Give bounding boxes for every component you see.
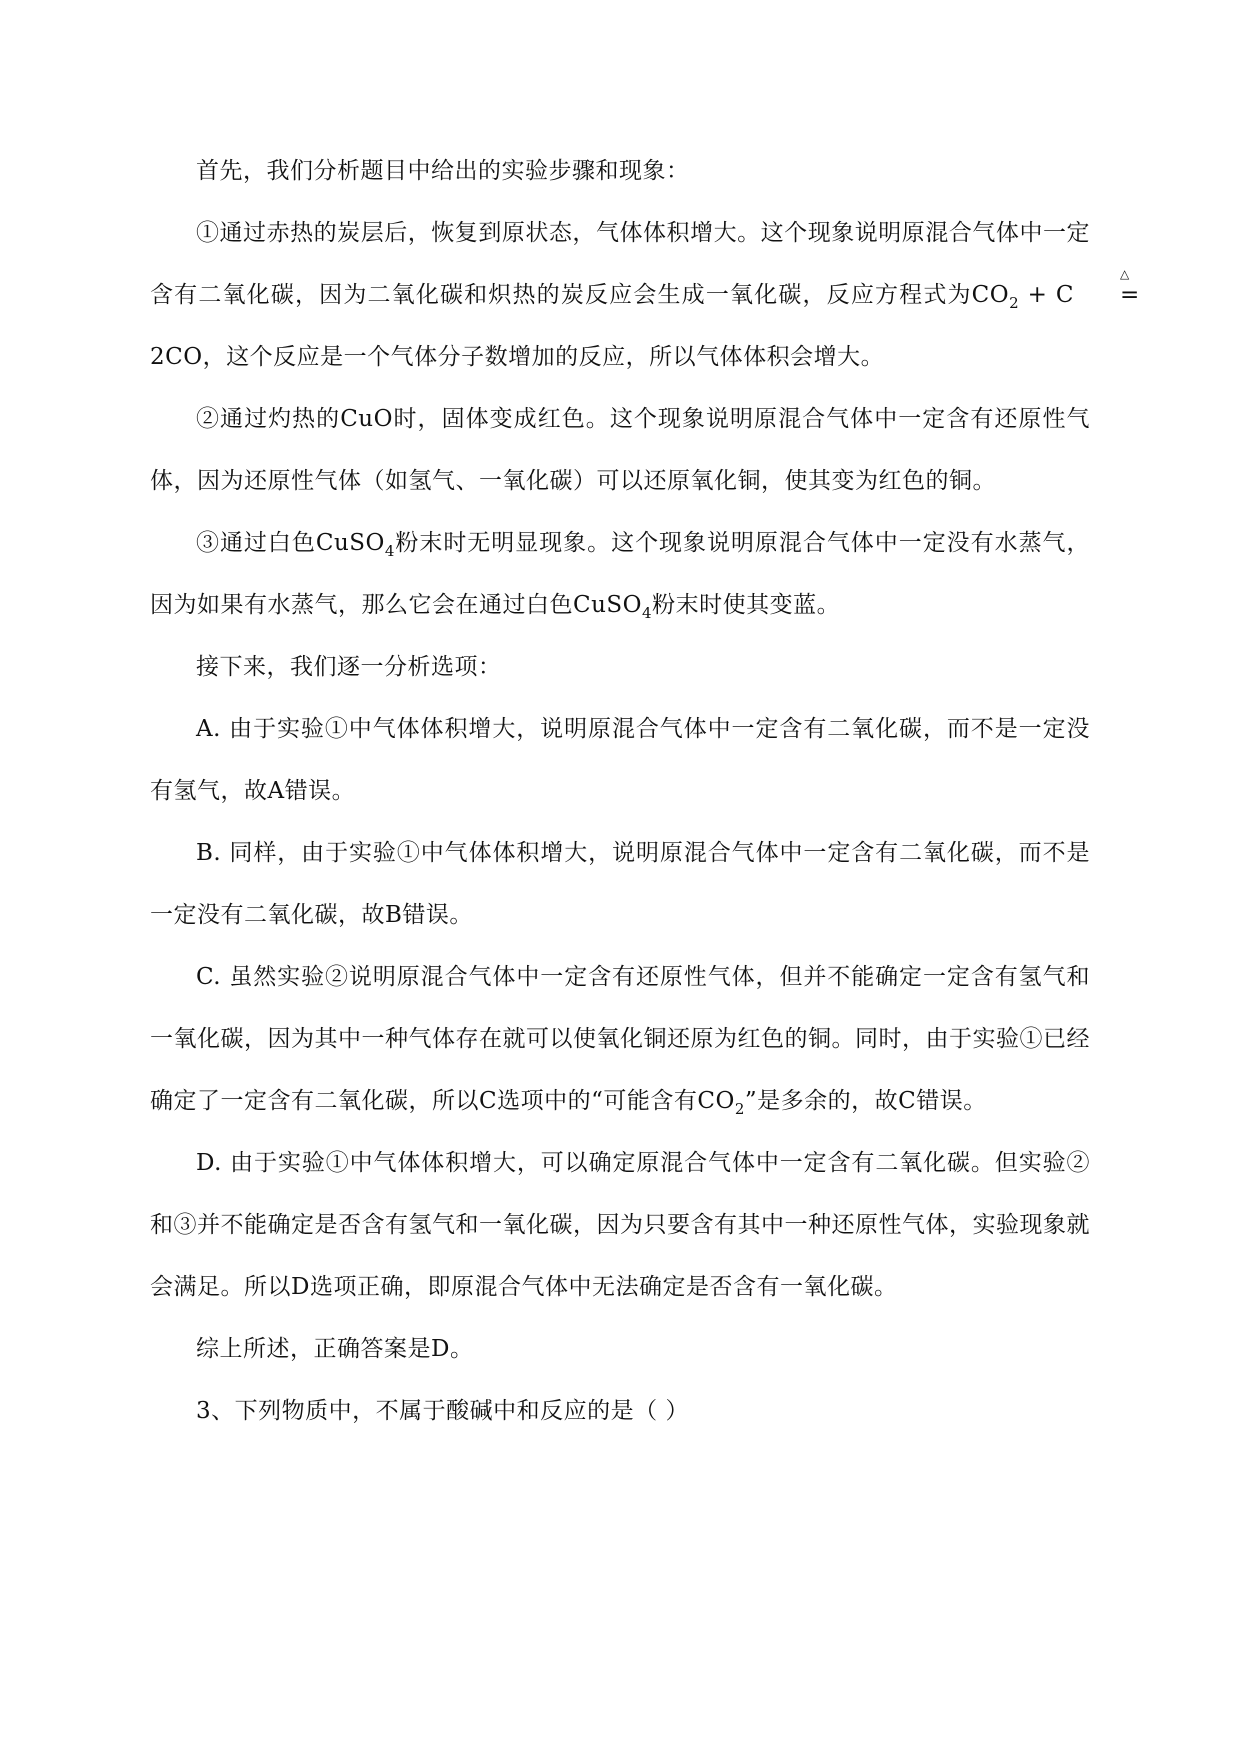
step-1-text-b: + C xyxy=(1019,282,1074,308)
step-1-text-a: ①通过赤热的炭层后，恢复到原状态，气体体积增大。这个现象说明原混合气体中一定含有二氧化碳，因为二氧化碳和炽热的炭反应会生成一氧化碳，反应方程式为CO xyxy=(150,220,1090,308)
step-3-text-c: 粉末时使其变蓝。 xyxy=(652,592,841,618)
question-3-heading: 3、下列物质中，不属于酸碱中和反应的是（ ） xyxy=(196,1398,689,1424)
document-page xyxy=(150,140,1140,1442)
cuso4-subscript-1: 4 xyxy=(384,542,395,560)
cuso4-subscript-2: 4 xyxy=(642,604,653,622)
option-c-paragraph xyxy=(150,946,1090,1132)
step-2-paragraph: ②通过灼热的CuO时，固体变成红色。这个现象说明原混合气体中一定含有还原性气体，因为还原性气体（如氢气、一氧化碳）可以还原氧化铜，使其变为红色的铜。 xyxy=(150,406,1090,494)
co2-subscript: 2 xyxy=(1009,294,1020,312)
option-c-text-b: ”是多余的，故C错误。 xyxy=(744,1088,987,1114)
intro-paragraph: 首先，我们分析题目中给出的实验步骤和现象： xyxy=(196,158,690,184)
step-1-text-c: 2CO，这个反应是一个气体分子数增加的反应，所以气体体积会增大。 xyxy=(150,344,885,370)
option-a-paragraph: A. 由于实验①中气体体积增大，说明原混合气体中一定含有二氧化碳，而不是一定没有氢气，故A错误。 xyxy=(150,716,1090,804)
step-3-text-a: ③通过白色CuSO xyxy=(196,530,385,556)
delta-symbol: △ xyxy=(1119,267,1130,281)
option-c-text-a: C. 虽然实验②说明原混合气体中一定含有还原性气体，但并不能确定一定含有氢气和一氧化碳，因为其中一种气体存在就可以使氧化铜还原为红色的铜。同时，由于实验①已经确定了一定含有二氧化碳，所以C选项中的“可能含有CO xyxy=(150,964,1090,1114)
step-1-paragraph xyxy=(150,202,1140,388)
option-b-paragraph: B. 同样，由于实验①中气体体积增大，说明原混合气体中一定含有二氧化碳，而不是一定没有二氧化碳，故B错误。 xyxy=(150,840,1090,928)
step-3-paragraph xyxy=(150,512,1090,636)
step-3-text-b: 粉末时无明显现象。这个现象说明原混合气体中一定没有水蒸气，因为如果有水蒸气，那么它会在通过白色CuSO xyxy=(150,530,1091,618)
conclusion-paragraph: 综上所述，正确答案是D。 xyxy=(196,1336,474,1362)
options-intro-paragraph: 接下来，我们逐一分析选项： xyxy=(196,654,502,680)
option-d-paragraph: D. 由于实验①中气体体积增大，可以确定原混合气体中一定含有二氧化碳。但实验②和③并不能确定是否含有氢气和一氧化碳，因为只要含有其中一种还原性气体，实验现象就会满足。所以D选项正确，即原混合气体中无法确定是否含有一氧化碳。 xyxy=(150,1150,1090,1300)
equals-symbol: = xyxy=(1119,282,1140,308)
heat-equals-sign xyxy=(1074,267,1140,308)
option-c-co2-subscript: 2 xyxy=(734,1100,745,1118)
